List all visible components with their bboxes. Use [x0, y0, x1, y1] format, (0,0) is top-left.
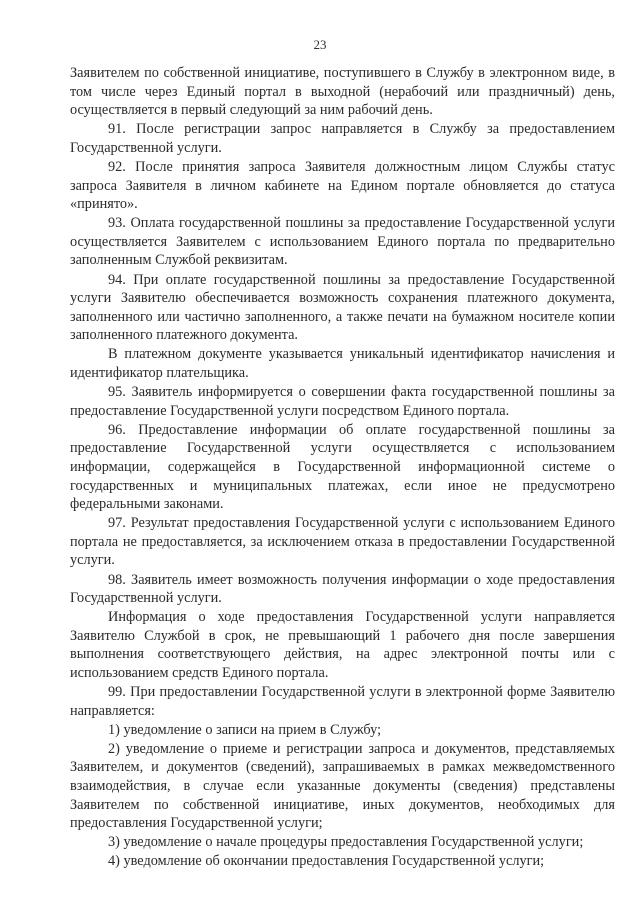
paragraph: 95. Заявитель информируется о совершении факта государственной пошлины за предоставление Государственной услуги посредством Единого портала. [70, 384, 615, 419]
paragraph: 91. После регистрации запрос направляется в Службу за предоставлением Государственной услуги. [70, 121, 615, 156]
document-body [70, 64, 615, 872]
paragraph: 93. Оплата государственной пошлины за предоставление Государственной услуги осуществляется Заявителем с использованием Единого портала по предварительно заполненным Службой реквизитам. [70, 215, 615, 269]
list-item: 2) уведомление о приеме и регистрации запроса и документов, представляемых Заявителем, и документов (сведений), запрашиваемых в рамках межведомственного взаимодействия, в случае если указанные документы (сведения) представлены Заявителем по собственной инициативе, иных документов, необходимых для предоставления Государственной услуги; [70, 740, 615, 832]
paragraph: 99. При предоставлении Государственной услуги в электронной форме Заявителю направляется: [70, 684, 615, 719]
paragraph: Заявителем по собственной инициативе, поступившего в Службу в электронном виде, в том числе через Единый портал в выходной (нерабочий или праздничный) день, осуществляется в первый следующий за ним рабочий день. [70, 65, 615, 119]
paragraph: 94. При оплате государственной пошлины за предоставление Государственной услуги Заявителю обеспечивается возможность сохранения платежного документа, заполненного или частично заполненного, а также печати на бумажном носителе копии заполненного платежного документа. [70, 271, 615, 344]
paragraph: Информация о ходе предоставления Государственной услуги направляется Заявителю Службой в срок, не превышающий 1 рабочего дня после завершения выполнения соответствующего действия, на адрес электронной почты или с использованием средств Единого портала. [70, 609, 615, 681]
paragraph: В платежном документе указывается уникальный идентификатор начисления и идентификатор плательщика. [70, 346, 615, 381]
paragraph: 96. Предоставление информации об оплате государственной пошлины за предоставление Государственной услуги осуществляется с использованием информации, содержащейся в Государственной информационной системе о государственных и муниципальных платежах, если иное не предусмотрено федеральными законами. [70, 421, 615, 513]
list-item: 1) уведомление о записи на прием в Службу; [108, 721, 382, 738]
paragraph: 92. После принятия запроса Заявителя должностным лицом Службы статус запроса Заявителя в личном кабинете на Едином портале обновляется до статуса «принято». [70, 158, 615, 213]
list-item: 3) уведомление о начале процедуры предоставления Государственной услуги; [108, 834, 584, 851]
list-item: 4) уведомление об окончании предоставления Государственной услуги; [108, 853, 545, 870]
paragraph: 97. Результат предоставления Государственной услуги с использованием Единого портала не предоставляется, за исключением отказа в предоставлении Государственной услуги. [70, 515, 615, 569]
page-number: 23 [313, 37, 327, 52]
paragraph: 98. Заявитель имеет возможность получения информации о ходе предоставления Государственной услуги. [70, 571, 615, 607]
